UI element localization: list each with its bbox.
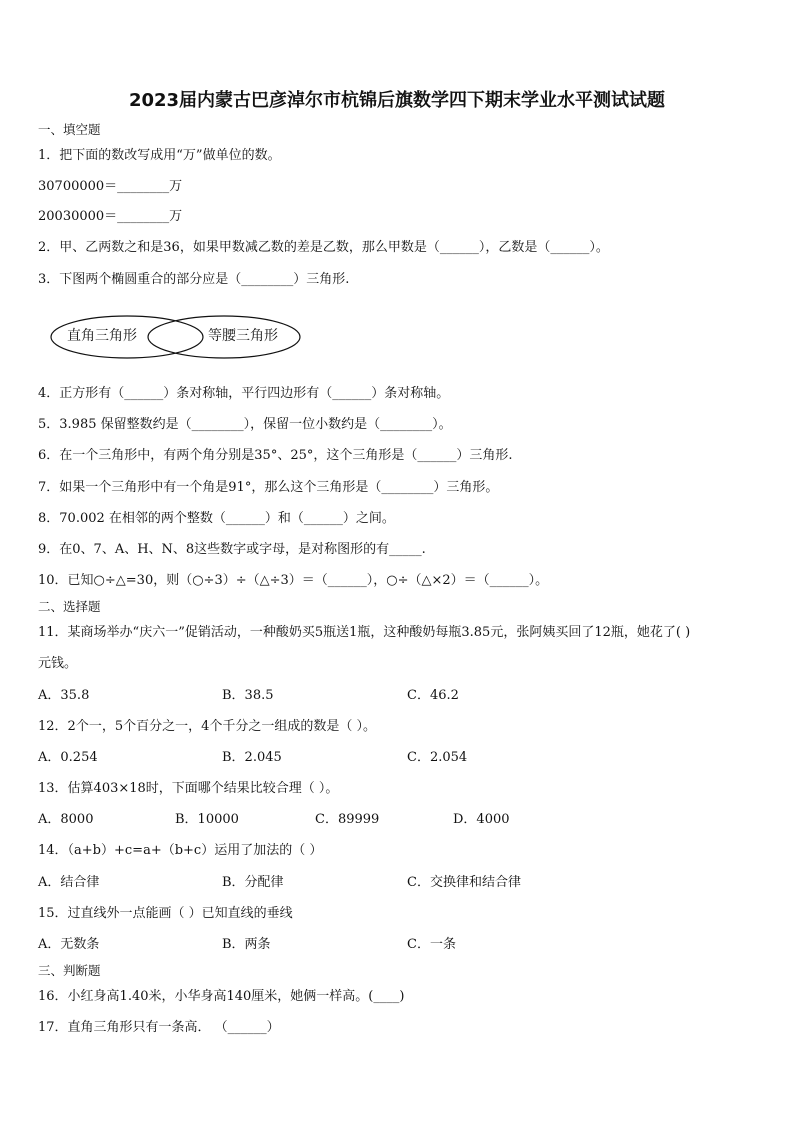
question-10: 10．已知○÷△=30，则（○÷3）÷（△÷3）＝（______），○÷（△×2）＝（______）。	[38, 573, 549, 588]
question-12: 12．2个一，5个百分之一，4个千分之一组成的数是（ ）。	[38, 719, 376, 734]
option-12-b: B．2.045	[222, 750, 282, 765]
option-12-a: A．0.254	[38, 750, 98, 765]
option-13-a: A．8000	[38, 812, 94, 827]
question-7: 7．如果一个三角形中有一个角是91°，那么这个三角形是（________）三角形。	[38, 480, 499, 495]
question-15: 15．过直线外一点能画（ ）已知直线的垂线	[38, 906, 293, 921]
option-15-c: C．一条	[407, 937, 456, 952]
right-ellipse-label: 等腰三角形	[208, 328, 278, 344]
option-11-b: B．38.5	[222, 688, 274, 703]
question-5: 5．3.985 保留整数约是（________），保留一位小数约是（________）。	[38, 417, 452, 432]
question-1-part-a: 30700000＝________万	[38, 179, 183, 194]
section-heading-fill-in: 一、填空题	[38, 122, 101, 137]
section-heading-multiple-choice: 二、选择题	[38, 599, 101, 614]
question-6: 6．在一个三角形中，有两个角分别是35°、25°，这个三角形是（______）三角形.	[38, 448, 513, 463]
question-17: 17．直角三角形只有一条高． （______）	[38, 1020, 280, 1035]
question-1: 1．把下面的数改写成用“万”做单位的数。	[38, 148, 281, 163]
question-1-part-b: 20030000＝________万	[38, 209, 183, 224]
option-15-b: B．两条	[222, 937, 271, 952]
question-4: 4．正方形有（______）条对称轴，平行四边形有（______）条对称轴。	[38, 386, 450, 401]
option-11-a: A．35.8	[38, 688, 90, 703]
section-heading-true-false: 三、判断题	[38, 963, 101, 978]
option-12-c: C．2.054	[407, 750, 468, 765]
question-13: 13．估算403×18时，下面哪个结果比较合理（ ）。	[38, 781, 339, 796]
page-title: 2023届内蒙古巴彦淖尔市杭锦后旗数学四下期末学业水平测试试题	[128, 90, 666, 111]
option-14-b: B．分配律	[222, 875, 284, 890]
option-15-a: A．无数条	[38, 937, 100, 952]
question-2: 2．甲、乙两数之和是36，如果甲数减乙数的差是乙数，那么甲数是（______），乙数是（______）。	[38, 240, 609, 255]
option-11-c: C．46.2	[407, 688, 459, 703]
question-16: 16．小红身高1.40米，小华身高140厘米，她俩一样高。(____)	[38, 989, 405, 1004]
question-11-continued: 元钱。	[38, 656, 78, 671]
question-8: 8．70.002 在相邻的两个整数（______）和（______）之间。	[38, 511, 395, 526]
option-13-d: D．4000	[453, 812, 510, 827]
option-14-c: C．交换律和结合律	[407, 875, 521, 890]
question-14: 14．（a+b）+c=a+（b+c）运用了加法的（ ）	[38, 843, 323, 858]
overlapping-ellipses-diagram	[50, 314, 310, 360]
left-ellipse-label: 直角三角形	[67, 328, 137, 344]
question-3: 3．下图两个椭圆重合的部分应是（________）三角形.	[38, 272, 350, 287]
question-9: 9．在0、7、A、H、N、8这些数字或字母，是对称图形的有_____.	[38, 542, 426, 557]
option-13-c: C．89999	[315, 812, 380, 827]
option-14-a: A．结合律	[38, 875, 100, 890]
option-13-b: B．10000	[175, 812, 239, 827]
question-11: 11．某商场举办“庆六一”促销活动，一种酸奶买5瓶送1瓶，这种酸奶每瓶3.85元，张阿姨买回了12瓶，她花了( )	[38, 625, 691, 640]
